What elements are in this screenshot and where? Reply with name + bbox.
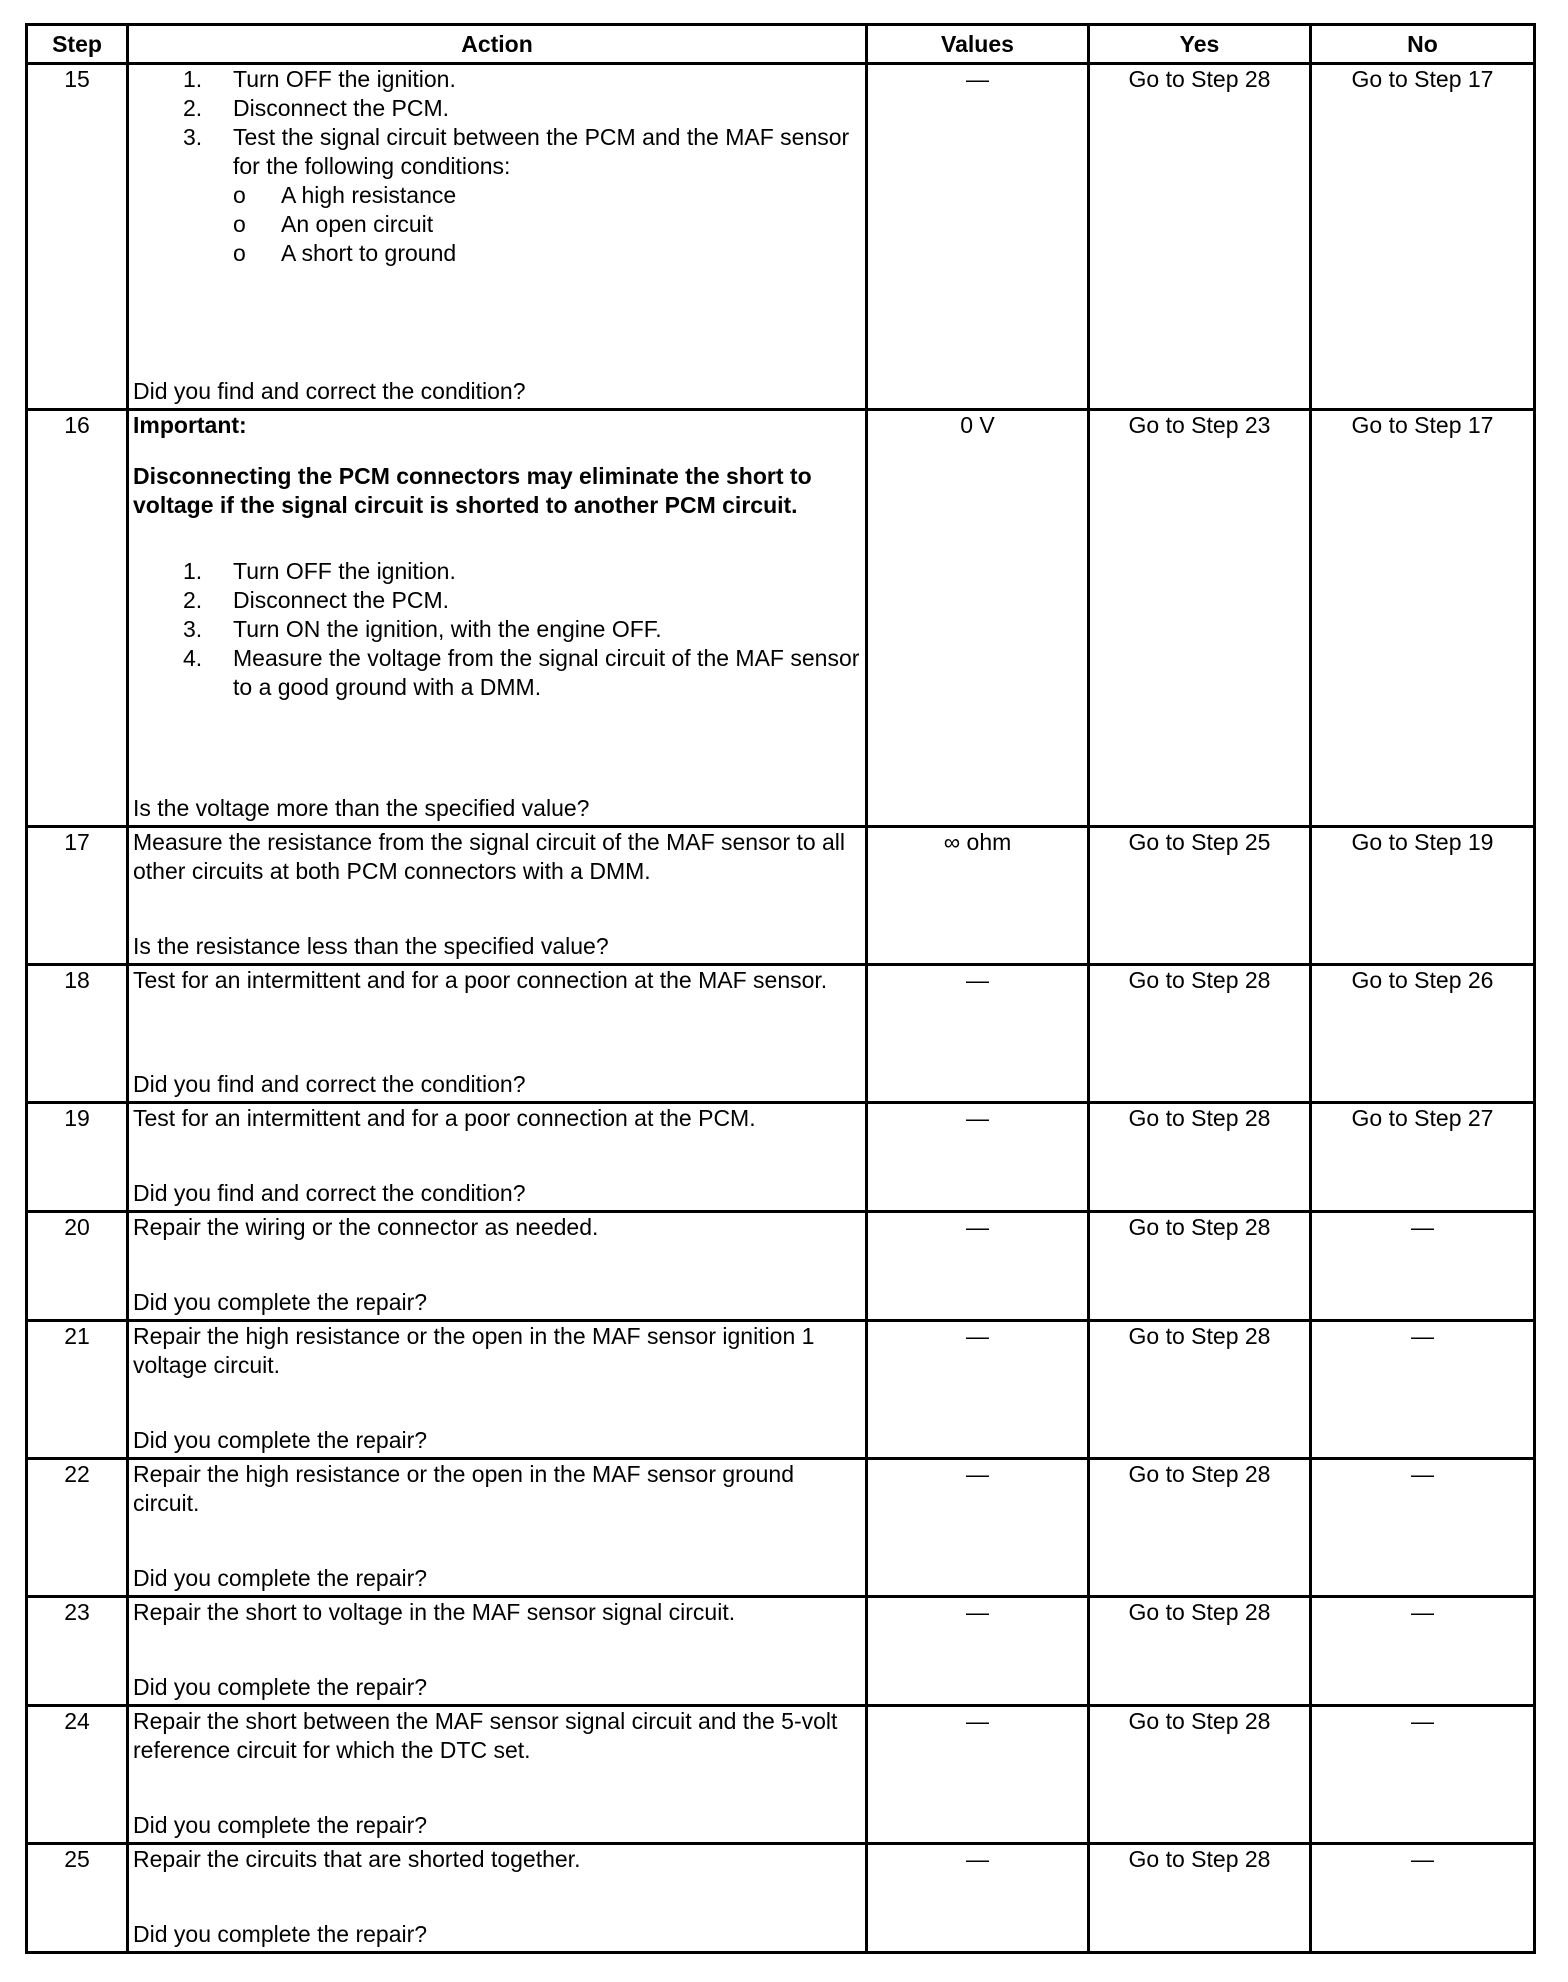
action-cell — [128, 965, 867, 1103]
condition-item: A short to ground — [281, 240, 457, 266]
table-row — [27, 1597, 1535, 1706]
table-row — [27, 1706, 1535, 1844]
question-text: Did you complete the repair? — [133, 1565, 428, 1591]
step-number: 15 — [27, 64, 128, 410]
step-number: 20 — [27, 1212, 128, 1321]
procedure-step: Turn ON the ignition, with the engine OFF. — [233, 616, 662, 642]
procedure-step: Turn OFF the ignition. — [233, 66, 456, 92]
action-text: Repair the short to voltage in the MAF sensor signal circuit. — [133, 1599, 736, 1625]
table-row — [27, 1844, 1535, 1953]
no-cell: — — [1311, 1212, 1535, 1321]
yes-cell: Go to Step 28 — [1089, 64, 1311, 410]
yes-cell: Go to Step 28 — [1089, 965, 1311, 1103]
question-text: Did you find and correct the condition? — [133, 1071, 526, 1097]
question-text: Did you find and correct the condition? — [133, 1180, 526, 1206]
action-cell — [128, 1103, 867, 1212]
question-text: Did you complete the repair? — [133, 1674, 428, 1700]
action-cell — [128, 1844, 867, 1953]
procedure-list: 1. Turn OFF the ignition. 2. Disconnect the PCM. 3. Turn ON the ignition, with the engine OFF. 4. Measure the voltage from the signal circuit of the MAF sensor to a good ground with a DMM. — [183, 558, 860, 700]
condition-item: A high resistance — [281, 182, 457, 208]
no-cell: Go to Step 17 — [1311, 410, 1535, 827]
value-cell: — — [867, 1844, 1089, 1953]
header-row — [27, 25, 1535, 64]
action-text: Test for an intermittent and for a poor connection at the MAF sensor. — [133, 967, 828, 993]
important-text: Disconnecting the PCM connectors may eliminate the short to voltage if the signal circuit is shorted to another PCM circuit. — [133, 463, 812, 518]
header-yes: Yes — [1089, 25, 1311, 64]
table-row — [27, 410, 1535, 827]
yes-cell: Go to Step 28 — [1089, 1597, 1311, 1706]
question-text: Is the resistance less than the specified value? — [133, 933, 609, 959]
action-text: Repair the circuits that are shorted together. — [133, 1846, 581, 1872]
procedure-step: Measure the voltage from the signal circuit of the MAF sensor to a good ground with a DMM. — [233, 645, 860, 700]
diagnostic-table — [25, 23, 1536, 1954]
value-cell: — — [867, 64, 1089, 410]
header-step: Step — [27, 25, 128, 64]
action-cell — [128, 410, 867, 827]
step-number: 21 — [27, 1321, 128, 1459]
value-cell: — — [867, 1706, 1089, 1844]
question-text: Did you complete the repair? — [133, 1427, 428, 1453]
header-action: Action — [128, 25, 867, 64]
yes-cell: Go to Step 23 — [1089, 410, 1311, 827]
yes-cell: Go to Step 28 — [1089, 1706, 1311, 1844]
procedure-list: 1. Turn OFF the ignition. 2. Disconnect the PCM. 3. Test the signal circuit between the PCM and the MAF sensor for the following conditions: — [133, 65, 861, 181]
yes-cell: Go to Step 28 — [1089, 1321, 1311, 1459]
action-cell — [128, 1459, 867, 1597]
question-text: Did you find and correct the condition? — [133, 378, 526, 404]
value-cell: — — [867, 1597, 1089, 1706]
table-row — [27, 1212, 1535, 1321]
action-cell — [128, 1212, 867, 1321]
step-number: 25 — [27, 1844, 128, 1953]
no-cell: — — [1311, 1321, 1535, 1459]
action-cell — [128, 1706, 867, 1844]
table-row — [27, 1459, 1535, 1597]
step-number: 24 — [27, 1706, 128, 1844]
procedure-step: Disconnect the PCM. — [233, 95, 450, 121]
action-text: Measure the resistance from the signal circuit of the MAF sensor to all other circuits at both PCM connectors with a DMM. — [133, 829, 846, 884]
condition-item: An open circuit — [281, 211, 434, 237]
question-text: Did you complete the repair? — [133, 1289, 428, 1315]
condition-list: o A high resistance o An open circuit o A short to ground — [233, 182, 457, 266]
procedure-step: Test the signal circuit between the PCM and the MAF sensor for the following conditions: — [233, 124, 850, 179]
value-cell: — — [867, 1321, 1089, 1459]
yes-cell: Go to Step 28 — [1089, 1844, 1311, 1953]
action-cell — [128, 64, 867, 410]
yes-cell: Go to Step 28 — [1089, 1212, 1311, 1321]
value-cell: — — [867, 1212, 1089, 1321]
action-cell — [128, 827, 867, 965]
value-cell: ∞ ohm — [867, 827, 1089, 965]
action-text: Repair the wiring or the connector as needed. — [133, 1214, 599, 1240]
header-no: No — [1311, 25, 1535, 64]
no-cell: — — [1311, 1459, 1535, 1597]
procedure-step: Turn OFF the ignition. — [233, 558, 456, 584]
question-text: Did you complete the repair? — [133, 1921, 428, 1947]
question-text: Did you complete the repair? — [133, 1812, 428, 1838]
step-number: 22 — [27, 1459, 128, 1597]
no-cell: — — [1311, 1706, 1535, 1844]
no-cell: Go to Step 26 — [1311, 965, 1535, 1103]
step-number: 23 — [27, 1597, 128, 1706]
action-text: Repair the short between the MAF sensor signal circuit and the 5-volt reference circuit for which the DTC set. — [133, 1708, 838, 1763]
value-cell: — — [867, 1459, 1089, 1597]
question-text: Is the voltage more than the specified value? — [133, 795, 590, 821]
no-cell: — — [1311, 1844, 1535, 1953]
no-cell: Go to Step 27 — [1311, 1103, 1535, 1212]
table-row — [27, 64, 1535, 410]
step-number: 16 — [27, 410, 128, 827]
important-label: Important: — [133, 412, 247, 438]
no-cell: — — [1311, 1597, 1535, 1706]
yes-cell: Go to Step 25 — [1089, 827, 1311, 965]
yes-cell: Go to Step 28 — [1089, 1103, 1311, 1212]
table-row — [27, 1321, 1535, 1459]
action-cell — [128, 1597, 867, 1706]
step-number: 18 — [27, 965, 128, 1103]
action-cell — [128, 1321, 867, 1459]
table-row — [27, 827, 1535, 965]
value-cell: — — [867, 1103, 1089, 1212]
header-values: Values — [867, 25, 1089, 64]
yes-cell: Go to Step 28 — [1089, 1459, 1311, 1597]
value-cell: — — [867, 965, 1089, 1103]
no-cell: Go to Step 19 — [1311, 827, 1535, 965]
action-text: Repair the high resistance or the open in the MAF sensor ignition 1 voltage circuit. — [133, 1323, 815, 1378]
value-cell: 0 V — [867, 410, 1089, 827]
table-row — [27, 1103, 1535, 1212]
action-text: Repair the high resistance or the open in the MAF sensor ground circuit. — [133, 1461, 794, 1516]
step-number: 19 — [27, 1103, 128, 1212]
table-row — [27, 965, 1535, 1103]
action-text: Test for an intermittent and for a poor connection at the PCM. — [133, 1105, 756, 1131]
step-number: 17 — [27, 827, 128, 965]
no-cell: Go to Step 17 — [1311, 64, 1535, 410]
procedure-step: Disconnect the PCM. — [233, 587, 450, 613]
